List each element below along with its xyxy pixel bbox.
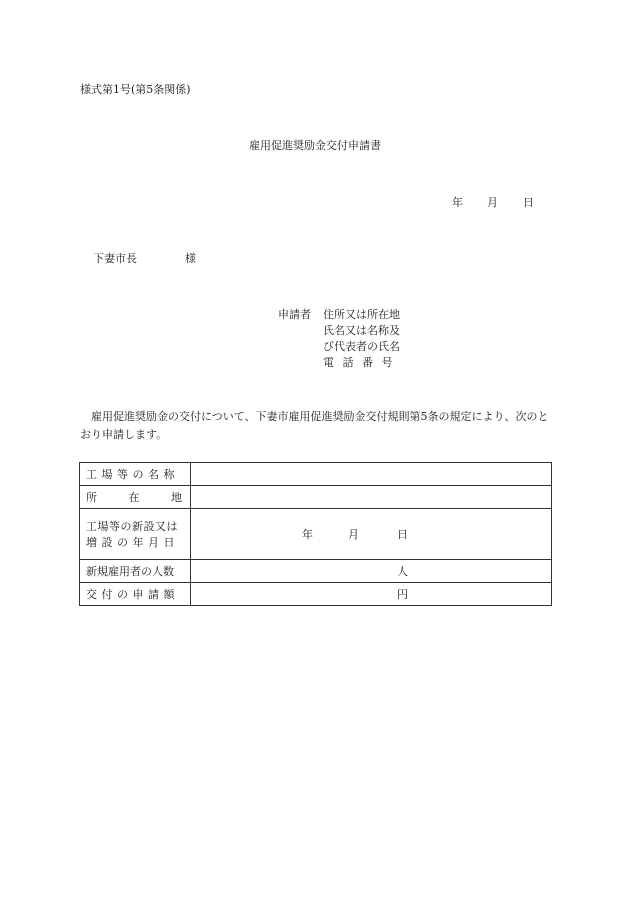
applicant-name-label-line2: び代表者の氏名 [323, 340, 400, 353]
table-row [80, 583, 552, 606]
applicant-address-label: 住所又は所在地 [323, 308, 400, 321]
establishment-date-value[interactable] [191, 509, 552, 560]
new-employees-value[interactable] [191, 560, 552, 583]
table-row [80, 463, 552, 486]
application-table [79, 462, 552, 606]
addressee-name: 下妻市長 [93, 252, 137, 265]
table-row [80, 486, 552, 509]
establishment-date-label: 工場等の新設又は 増設の年月日 [80, 509, 191, 560]
applicant-phone-label: 電話番号 [323, 356, 401, 369]
establishment-month: 月 [348, 528, 359, 541]
table-row [80, 560, 552, 583]
addressee-honorific: 様 [185, 252, 196, 265]
requested-amount-value[interactable] [191, 583, 552, 606]
date-month: 月 [487, 196, 498, 209]
requested-amount-label: 交付の申請額 [80, 583, 191, 606]
facility-name-value[interactable] [191, 463, 552, 486]
applicant-label: 申請者 [278, 308, 311, 321]
facility-name-label: 工場等の名称 [80, 463, 191, 486]
date-year: 年 [452, 196, 463, 209]
establishment-day: 日 [397, 528, 408, 541]
establishment-year: 年 [302, 528, 313, 541]
location-label: 所 在 地 [80, 486, 191, 509]
date-day: 日 [523, 196, 534, 209]
document-title: 雇用促進奨励金交付申請書 [249, 139, 381, 152]
new-employees-label: 新規雇用者の人数 [80, 560, 191, 583]
amount-unit: 円 [397, 588, 408, 601]
location-value[interactable] [191, 486, 552, 509]
form-number: 様式第1号(第5条関係) [80, 83, 191, 96]
application-statement: 雇用促進奨励金の交付について、下妻市雇用促進奨励金交付規則第5条の規定により、次のとおり申請します。 [80, 410, 549, 441]
table-row [80, 509, 552, 560]
employees-unit: 人 [397, 565, 408, 578]
applicant-name-label-line1: 氏名又は名称及 [323, 324, 400, 337]
